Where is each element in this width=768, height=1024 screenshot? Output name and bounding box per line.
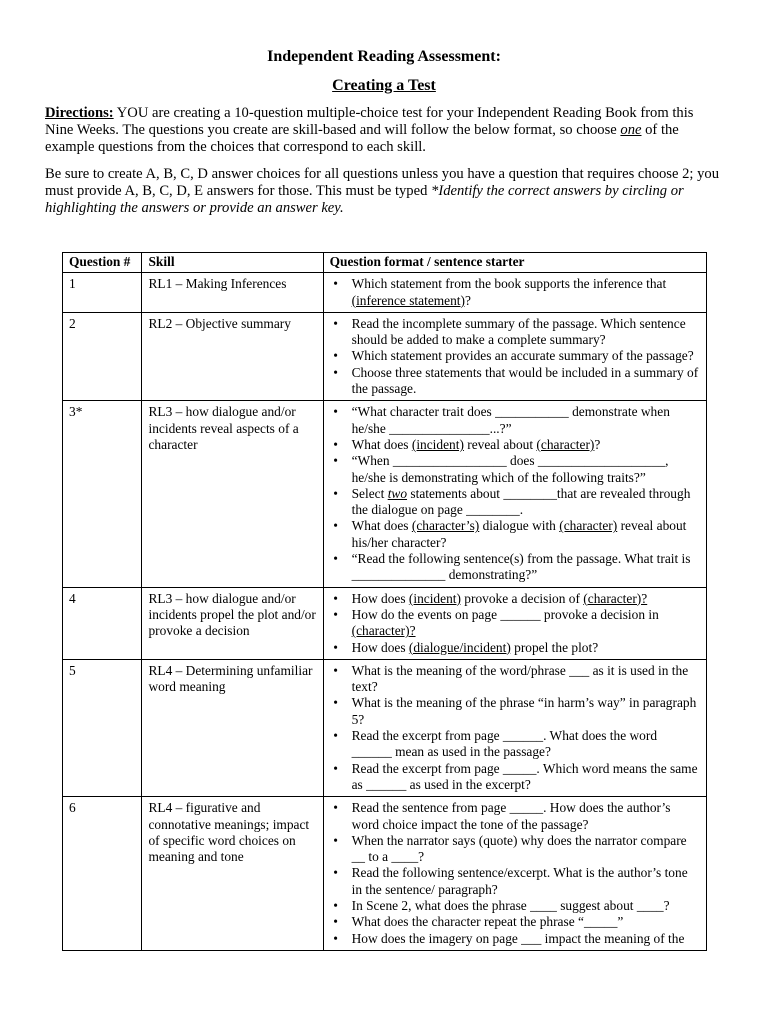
question-starter-item bbox=[330, 898, 700, 914]
question-format-cell bbox=[323, 587, 706, 659]
item-text: (inference statement) bbox=[351, 292, 465, 308]
skill-cell: RL2 – Objective summary bbox=[142, 312, 323, 400]
item-text: (character)? bbox=[583, 590, 648, 606]
question-starter-item bbox=[330, 800, 700, 833]
bullet-icon: • bbox=[333, 436, 338, 452]
bullet-icon: • bbox=[333, 518, 338, 534]
bullet-icon: • bbox=[333, 551, 338, 567]
item-text: reveal about his/her character? bbox=[351, 518, 687, 550]
item-text: ? bbox=[465, 292, 471, 308]
item-text: “What character trait does ___________ demonstrate when he/she _______________...?” bbox=[351, 404, 670, 436]
question-starter-item bbox=[330, 695, 700, 728]
bullet-icon: • bbox=[333, 695, 338, 711]
item-text: How do the events on page ______ provoke a decision in bbox=[351, 606, 659, 622]
question-starter-item bbox=[330, 348, 700, 364]
question-format-cell bbox=[323, 312, 706, 400]
question-starter-item bbox=[330, 551, 700, 584]
question-format-cell bbox=[323, 273, 706, 313]
question-starter-item bbox=[330, 437, 700, 453]
document-subtitle: Creating a Test bbox=[332, 77, 436, 94]
item-text: Read the sentence from page _____. How does the author’s word choice impact the tone of the passage? bbox=[351, 800, 671, 832]
question-starter-list bbox=[330, 404, 700, 583]
question-starter-item bbox=[330, 591, 700, 607]
bullet-icon: • bbox=[333, 348, 338, 364]
skill-cell: RL4 – Determining unfamiliar word meaning bbox=[142, 659, 323, 796]
question-starter-list bbox=[330, 316, 700, 397]
item-text: When the narrator says (quote) why does the narrator compare __ to a ____? bbox=[351, 832, 687, 865]
item-text: Read the following sentence/excerpt. What is the author’s tone in the sentence/ paragraph? bbox=[351, 865, 688, 897]
question-starter-item bbox=[330, 316, 700, 349]
bullet-icon: • bbox=[333, 832, 338, 848]
bullet-icon: • bbox=[333, 914, 338, 930]
bullet-icon: • bbox=[333, 639, 338, 655]
bullet-icon: • bbox=[333, 897, 338, 913]
question-number-cell: 4 bbox=[63, 587, 142, 659]
bullet-icon: • bbox=[333, 315, 338, 331]
item-text: reveal about bbox=[463, 436, 537, 452]
question-starter-item bbox=[330, 663, 700, 696]
question-format-table bbox=[62, 252, 707, 951]
item-text: dialogue with bbox=[479, 518, 560, 534]
directions-emphasis: one bbox=[620, 122, 642, 138]
question-starter-item bbox=[330, 728, 700, 761]
item-text: (incident) bbox=[411, 436, 464, 452]
question-starter-list bbox=[330, 276, 700, 309]
skill-cell: RL3 – how dialogue and/or incidents reveal aspects of a character bbox=[142, 401, 323, 587]
item-text: (incident) bbox=[408, 590, 461, 606]
item-text: (character) bbox=[536, 436, 595, 452]
question-starter-list bbox=[330, 663, 700, 793]
item-text: Select bbox=[351, 485, 388, 501]
question-starter-item bbox=[330, 833, 700, 866]
bullet-icon: • bbox=[333, 590, 338, 606]
skill-cell: RL4 – figurative and connotative meanings; impact of specific word choices on meaning and tone bbox=[142, 797, 323, 951]
item-text: What is the meaning of the word/phrase ___ as it is used in the text? bbox=[351, 662, 689, 695]
item-text: In Scene 2, what does the phrase ____ suggest about ____? bbox=[351, 897, 670, 913]
bullet-icon: • bbox=[333, 800, 338, 816]
table-body bbox=[63, 273, 707, 951]
question-starter-item bbox=[330, 365, 700, 398]
item-text: How does bbox=[351, 590, 409, 606]
table-row bbox=[63, 312, 707, 400]
instructions-text: Be sure to create A, B, C, D answer choices for all questions unless you have a question that requires choose 2; you must provide A, B, C, D, E answers for those. This must be typed bbox=[45, 166, 719, 199]
question-starter-item bbox=[330, 607, 700, 640]
document-title: Independent Reading Assessment: bbox=[267, 48, 501, 65]
item-text: (dialogue/incident) bbox=[408, 639, 511, 655]
question-number-cell: 6 bbox=[63, 797, 142, 951]
item-text: “Read the following sentence(s) from the passage. What trait is ______________ demonstrating?” bbox=[351, 551, 691, 583]
item-text: Which statement from the book supports the inference that bbox=[351, 276, 667, 292]
bullet-icon: • bbox=[333, 728, 338, 744]
table-row bbox=[63, 587, 707, 659]
bullet-icon: • bbox=[333, 606, 338, 622]
skill-cell: RL3 – how dialogue and/or incidents propel the plot and/or provoke a decision bbox=[142, 587, 323, 659]
directions-text-a: YOU are creating a 10-question multiple-choice test for your Independent Reading Book from this Nine Weeks. The questions you create are skill-based and will follow the below format, so choose bbox=[45, 105, 694, 138]
instructions-paragraph bbox=[45, 166, 723, 217]
item-text: two bbox=[387, 485, 408, 501]
question-starter-item bbox=[330, 640, 700, 656]
question-number-cell: 2 bbox=[63, 312, 142, 400]
item-text: provoke a decision of bbox=[460, 590, 584, 606]
question-starter-item bbox=[330, 276, 700, 309]
question-format-cell bbox=[323, 797, 706, 951]
item-text: Read the incomplete summary of the passage. Which sentence should be added to make a complete summary? bbox=[351, 315, 686, 348]
question-starter-item bbox=[330, 931, 700, 947]
bullet-icon: • bbox=[333, 760, 338, 776]
bullet-icon: • bbox=[333, 404, 338, 420]
directions-paragraph bbox=[45, 105, 723, 156]
bullet-icon: • bbox=[333, 662, 338, 678]
question-starter-list bbox=[330, 591, 700, 656]
header-skill: Skill bbox=[142, 253, 323, 273]
item-text: ? bbox=[594, 436, 601, 452]
item-text: (character)? bbox=[351, 623, 416, 639]
question-starter-item bbox=[330, 865, 700, 898]
question-starter-list bbox=[330, 800, 700, 947]
item-text: What is the meaning of the phrase “in harm’s way” in paragraph 5? bbox=[351, 695, 697, 727]
item-text: Which statement provides an accurate summary of the passage? bbox=[351, 348, 694, 364]
question-starter-item bbox=[330, 761, 700, 794]
question-number-cell: 1 bbox=[63, 273, 142, 313]
header-question-format: Question format / sentence starter bbox=[323, 253, 706, 273]
table-row bbox=[63, 659, 707, 796]
header-question-number: Question # bbox=[63, 253, 142, 273]
item-text: Read the excerpt from page _____. Which word means the same as ______ as used in the excerpt? bbox=[351, 760, 698, 792]
question-format-cell bbox=[323, 401, 706, 587]
item-text: Choose three statements that would be included in a summary of the passage. bbox=[351, 364, 699, 397]
question-starter-item bbox=[330, 518, 700, 551]
item-text: Read the excerpt from page ______. What does the word ______ mean as used in the passage? bbox=[351, 728, 658, 760]
question-format-cell bbox=[323, 659, 706, 796]
question-starter-item bbox=[330, 453, 700, 486]
table-header-row bbox=[63, 253, 707, 273]
question-starter-item bbox=[330, 404, 700, 437]
question-starter-item bbox=[330, 914, 700, 930]
bullet-icon: • bbox=[333, 485, 338, 501]
item-text: What does bbox=[351, 436, 412, 452]
table-row bbox=[63, 401, 707, 587]
item-text: What does bbox=[351, 518, 412, 534]
directions-text-b: of the example questions from the choices that correspond to each skill. bbox=[45, 122, 679, 155]
bullet-icon: • bbox=[333, 865, 338, 881]
item-text: What does the character repeat the phrase “_____” bbox=[351, 914, 624, 930]
item-text: statements about ________that are revealed through the dialogue on page ________. bbox=[351, 485, 691, 518]
item-text: How does bbox=[351, 639, 409, 655]
bullet-icon: • bbox=[333, 453, 338, 469]
question-number-cell: 5 bbox=[63, 659, 142, 796]
item-text: “When _________________ does ___________________, he/she is demonstrating which of the following traits?” bbox=[351, 453, 669, 485]
bullet-icon: • bbox=[333, 364, 338, 380]
table-row bbox=[63, 273, 707, 313]
instructions-italic: *Identify the correct answers by circling or highlighting the answers or provide an answer key. bbox=[45, 183, 684, 216]
item-text: (character) bbox=[559, 518, 618, 534]
directions-label: Directions: bbox=[45, 105, 114, 121]
bullet-icon: • bbox=[333, 276, 338, 292]
table-row bbox=[63, 797, 707, 951]
skill-cell: RL1 – Making Inferences bbox=[142, 273, 323, 313]
bullet-icon: • bbox=[333, 930, 338, 946]
item-text: (character’s) bbox=[411, 518, 480, 534]
question-number-cell: 3* bbox=[63, 401, 142, 587]
item-text: How does the imagery on page ___ impact the meaning of the bbox=[351, 930, 685, 946]
question-starter-item bbox=[330, 486, 700, 519]
item-text: propel the plot? bbox=[510, 639, 599, 655]
